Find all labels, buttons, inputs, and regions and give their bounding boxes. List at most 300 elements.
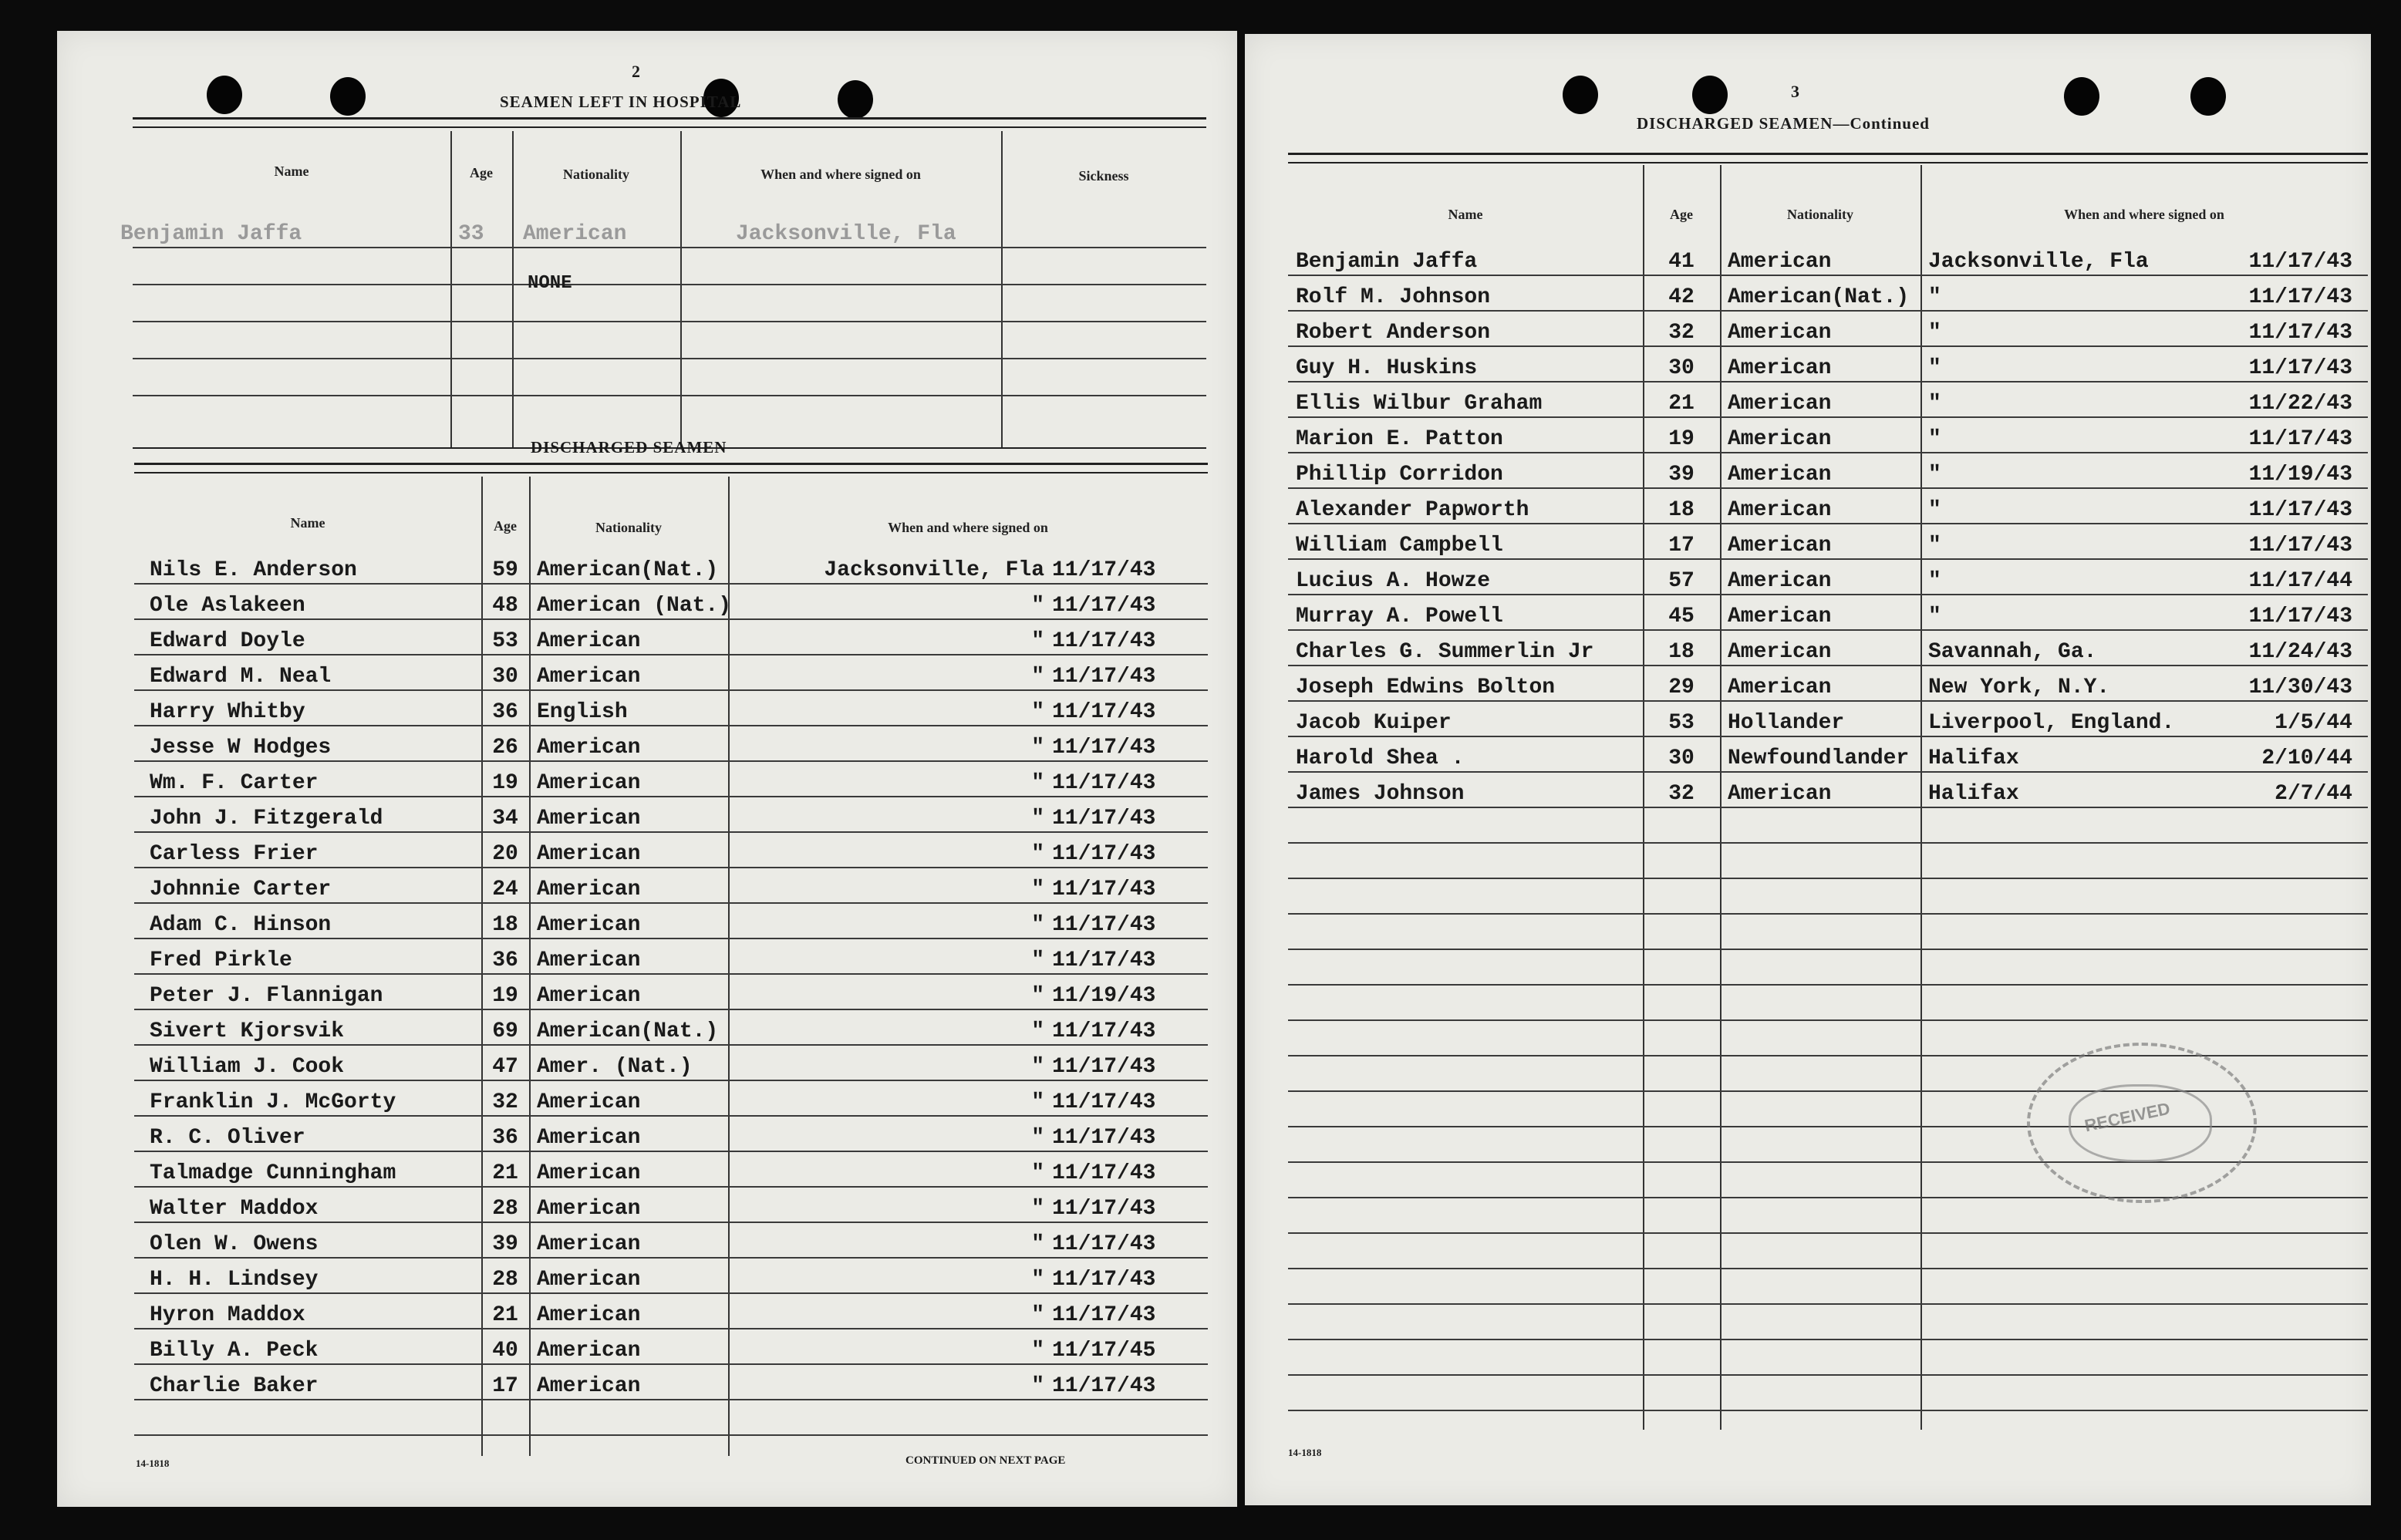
- signed-on-date: 11/17/43: [1052, 594, 1156, 618]
- seaman-age: 28: [492, 1197, 518, 1221]
- seaman-nationality: American: [537, 1161, 641, 1185]
- seaman-age: 53: [492, 629, 518, 653]
- seaman-age: 57: [1668, 569, 1695, 593]
- signed-on-date: 11/17/43: [1052, 1374, 1156, 1398]
- signed-on-place: Liverpool, England.: [1928, 711, 2175, 735]
- seaman-nationality: American: [537, 771, 641, 795]
- punch-hole: [2190, 77, 2226, 116]
- seaman-nationality: American: [1728, 569, 1832, 593]
- seaman-age: 28: [492, 1268, 518, 1292]
- seaman-name: John J. Fitzgerald: [150, 807, 383, 831]
- form-code: 14-1818: [1288, 1447, 1322, 1458]
- table-row: [134, 1046, 1208, 1081]
- table-row: [1288, 773, 2368, 808]
- signed-on-date: 11/17/43: [2248, 427, 2352, 451]
- signed-on-date: 11/17/43: [1052, 558, 1156, 582]
- seaman-name: Harold Shea .: [1296, 746, 1465, 770]
- seaman-name: Sivert Kjorsvik: [150, 1019, 345, 1043]
- seaman-age: 47: [492, 1055, 518, 1079]
- right-page: [1245, 34, 2371, 1505]
- blank-row: [1288, 986, 2368, 1021]
- hospital-age: 33: [458, 222, 484, 246]
- title-rule: [134, 463, 1208, 465]
- table-row: [134, 797, 1208, 833]
- seaman-age: 29: [1668, 676, 1695, 699]
- seaman-name: Billy A. Peck: [150, 1339, 319, 1363]
- punch-hole: [2064, 77, 2099, 116]
- hospital-table: [120, 131, 1206, 447]
- signed-on-date: 11/17/43: [1052, 1019, 1156, 1043]
- blank-row: [1288, 1269, 2368, 1305]
- seaman-age: 21: [1668, 392, 1695, 416]
- seaman-age: 36: [492, 1126, 518, 1150]
- signed-on-date: 11/17/43: [1052, 1268, 1156, 1292]
- signed-on-place: Halifax: [1928, 782, 2019, 806]
- seaman-name: Phillip Corridon: [1296, 463, 1503, 487]
- seaman-age: 18: [492, 913, 518, 937]
- seaman-nationality: American: [537, 1232, 641, 1256]
- seaman-name: William Campbell: [1296, 534, 1503, 558]
- seaman-name: Jesse W Hodges: [150, 736, 332, 760]
- col-header-age: Age: [1670, 207, 1693, 222]
- signed-on-date: 11/17/43: [1052, 949, 1156, 972]
- punch-hole: [838, 80, 873, 119]
- signed-on-date: 1/5/44: [2275, 711, 2352, 735]
- table-row: [1288, 453, 2368, 489]
- table-row: [134, 1081, 1208, 1117]
- received-stamp: [2027, 1043, 2257, 1203]
- table-row: [1288, 560, 2368, 595]
- signed-on-date: 11/17/43: [1052, 1197, 1156, 1221]
- signed-on-place: ": [1928, 605, 1941, 628]
- signed-on-date: 11/30/43: [2248, 676, 2352, 699]
- signed-on-date: 11/17/43: [2248, 498, 2352, 522]
- signed-on-place: ": [1031, 665, 1044, 689]
- blank-row: [1288, 1305, 2368, 1340]
- hospital-name: Benjamin Jaffa: [120, 222, 302, 246]
- seaman-name: Guy H. Huskins: [1296, 356, 1478, 380]
- stamp-text: RECEIVED: [2082, 1098, 2172, 1136]
- seaman-name: Walter Maddox: [150, 1197, 319, 1221]
- table-row: [134, 1294, 1208, 1329]
- seaman-nationality: American: [537, 1090, 641, 1114]
- seaman-age: 17: [1668, 534, 1695, 558]
- seaman-age: 24: [492, 878, 518, 901]
- table-row: [134, 975, 1208, 1010]
- hospital-signed-on: Jacksonville, Fla: [736, 222, 956, 246]
- signed-on-date: 11/17/43: [1052, 878, 1156, 901]
- table-row: [1288, 737, 2368, 773]
- seaman-nationality: Newfoundlander: [1728, 746, 1910, 770]
- table-row: [1288, 382, 2368, 418]
- table-row: [134, 585, 1208, 620]
- seaman-nationality: American: [1728, 250, 1832, 274]
- discharged-continued-table: [1288, 165, 2368, 1430]
- seaman-nationality: American: [537, 1126, 641, 1150]
- signed-on-date: 11/17/44: [2248, 569, 2352, 593]
- signed-on-place: ": [1031, 1197, 1044, 1221]
- seaman-age: 32: [492, 1090, 518, 1114]
- seaman-age: 39: [1668, 463, 1695, 487]
- blank-row: [1288, 1234, 2368, 1269]
- seaman-name: Harry Whitby: [150, 700, 305, 724]
- seaman-nationality: American: [1728, 498, 1832, 522]
- seaman-name: Olen W. Owens: [150, 1232, 319, 1256]
- seaman-name: Johnnie Carter: [150, 878, 332, 901]
- seaman-age: 41: [1668, 250, 1695, 274]
- seaman-name: Edward Doyle: [150, 629, 305, 653]
- seaman-age: 34: [492, 807, 518, 831]
- seaman-age: 18: [1668, 640, 1695, 664]
- signed-on-place: Jacksonville, Fla: [824, 558, 1044, 582]
- blank-row: [134, 1400, 1208, 1436]
- signed-on-place: ": [1031, 594, 1044, 618]
- signed-on-place: Savannah, Ga.: [1928, 640, 2097, 664]
- table-row: [1288, 595, 2368, 631]
- signed-on-place: ": [1928, 569, 1941, 593]
- seaman-age: 32: [1668, 321, 1695, 345]
- seaman-name: Franklin J. McGorty: [150, 1090, 396, 1114]
- seaman-nationality: American: [537, 949, 641, 972]
- blank-row: [1288, 915, 2368, 950]
- seaman-nationality: American: [537, 878, 641, 901]
- seaman-nationality: American: [537, 913, 641, 937]
- title-rule: [133, 117, 1206, 120]
- seaman-nationality: Amer. (Nat.): [537, 1055, 693, 1079]
- col-header-signed-on: When and where signed on: [888, 520, 1048, 535]
- title-rule: [1288, 162, 2368, 163]
- seaman-name: Nils E. Anderson: [150, 558, 357, 582]
- seaman-nationality: American: [537, 1197, 641, 1221]
- col-header-nationality: Nationality: [1786, 207, 1853, 222]
- seaman-nationality: American: [537, 1374, 641, 1398]
- seaman-name: Wm. F. Carter: [150, 771, 319, 795]
- seaman-age: 39: [492, 1232, 518, 1256]
- seaman-nationality: American: [537, 807, 641, 831]
- seaman-name: Talmadge Cunningham: [150, 1161, 396, 1185]
- seaman-nationality: American: [1728, 534, 1832, 558]
- seaman-name: H. H. Lindsey: [150, 1268, 319, 1292]
- col-header-signed-on: When and where signed on: [760, 167, 921, 182]
- signed-on-place: ": [1031, 984, 1044, 1008]
- seaman-nationality: American: [1728, 392, 1832, 416]
- signed-on-place: Jacksonville, Fla: [1928, 250, 2149, 274]
- blank-row: [1288, 1021, 2368, 1056]
- signed-on-place: Halifax: [1928, 746, 2019, 770]
- seaman-name: Peter J. Flannigan: [150, 984, 383, 1008]
- seaman-age: 30: [1668, 746, 1695, 770]
- discharged-continued-title: DISCHARGED SEAMEN—Continued: [1637, 114, 1930, 133]
- blank-row: [1288, 1198, 2368, 1234]
- signed-on-place: ": [1031, 1268, 1044, 1292]
- blank-row: [1288, 844, 2368, 879]
- seaman-nationality: American: [537, 1303, 641, 1327]
- seaman-nationality: American: [537, 1339, 641, 1363]
- seaman-nationality: American: [537, 736, 641, 760]
- signed-on-place: ": [1031, 842, 1044, 866]
- seaman-nationality: American (Nat.): [537, 594, 732, 618]
- seaman-age: 53: [1668, 711, 1695, 735]
- hospital-nationality: American: [523, 222, 627, 246]
- signed-on-date: 11/17/43: [1052, 1055, 1156, 1079]
- punch-hole: [207, 76, 242, 114]
- seaman-age: 30: [1668, 356, 1695, 380]
- seaman-nationality: American: [1728, 321, 1832, 345]
- seaman-age: 20: [492, 842, 518, 866]
- blank-row: [1288, 808, 2368, 844]
- table-row: [1288, 312, 2368, 347]
- table-row: [134, 726, 1208, 762]
- seaman-age: 40: [492, 1339, 518, 1363]
- seaman-name: Lucius A. Howze: [1296, 569, 1491, 593]
- seaman-age: 17: [492, 1374, 518, 1398]
- table-row: [134, 1365, 1208, 1400]
- table-row: [134, 1010, 1208, 1046]
- signed-on-date: 11/17/43: [1052, 629, 1156, 653]
- seaman-nationality: American(Nat.): [537, 558, 719, 582]
- col-header-signed-on: When and where signed on: [2064, 207, 2224, 222]
- blank-row: [1288, 1376, 2368, 1411]
- seaman-age: 21: [492, 1161, 518, 1185]
- seaman-name: Alexander Papworth: [1296, 498, 1529, 522]
- col-header-age: Age: [494, 518, 517, 534]
- seaman-age: 26: [492, 736, 518, 760]
- signed-on-place: ": [1928, 498, 1941, 522]
- col-header-nationality: Nationality: [595, 520, 662, 535]
- signed-on-date: 11/17/43: [1052, 700, 1156, 724]
- none-note: NONE: [528, 273, 572, 294]
- signed-on-date: 11/17/43: [1052, 771, 1156, 795]
- signed-on-place: ": [1031, 1019, 1044, 1043]
- signed-on-place: ": [1031, 1232, 1044, 1256]
- seaman-name: R. C. Oliver: [150, 1126, 305, 1150]
- signed-on-date: 11/19/43: [2248, 463, 2352, 487]
- table-row: [134, 1117, 1208, 1152]
- table-row: [134, 833, 1208, 868]
- hospital-row: [133, 322, 1206, 359]
- signed-on-date: 11/17/43: [1052, 1161, 1156, 1185]
- table-row: [134, 655, 1208, 691]
- col-header-name: Name: [290, 515, 325, 531]
- seaman-name: James Johnson: [1296, 782, 1465, 806]
- seaman-nationality: American: [537, 629, 641, 653]
- signed-on-date: 11/17/43: [2248, 605, 2352, 628]
- signed-on-date: 11/17/43: [1052, 913, 1156, 937]
- seaman-name: Jacob Kuiper: [1296, 711, 1452, 735]
- punch-hole: [330, 77, 366, 116]
- seaman-nationality: American: [1728, 676, 1832, 699]
- seaman-age: 69: [492, 1019, 518, 1043]
- table-row: [134, 939, 1208, 975]
- title-rule: [1288, 153, 2368, 155]
- signed-on-place: ": [1031, 1374, 1044, 1398]
- signed-on-date: 11/17/43: [1052, 1232, 1156, 1256]
- signed-on-place: ": [1031, 1055, 1044, 1079]
- seaman-age: 30: [492, 665, 518, 689]
- col-header-name: Name: [1448, 207, 1483, 222]
- seaman-name: Marion E. Patton: [1296, 427, 1503, 451]
- signed-on-place: ": [1031, 736, 1044, 760]
- signed-on-place: ": [1928, 463, 1941, 487]
- discharged-table: [134, 477, 1208, 1456]
- continued-note: CONTINUED ON NEXT PAGE: [905, 1454, 1066, 1467]
- table-row: [134, 691, 1208, 726]
- table-row: [1288, 241, 2368, 276]
- table-row: [1288, 631, 2368, 666]
- signed-on-place: New York, N.Y.: [1928, 676, 2110, 699]
- seaman-name: Charles G. Summerlin Jr: [1296, 640, 1594, 664]
- table-row: [1288, 524, 2368, 560]
- seaman-nationality: American: [1728, 782, 1832, 806]
- blank-row: [1288, 950, 2368, 986]
- seaman-nationality: American: [537, 1268, 641, 1292]
- table-row: [1288, 276, 2368, 312]
- seaman-name: Robert Anderson: [1296, 321, 1491, 345]
- signed-on-place: ": [1928, 285, 1941, 309]
- signed-on-place: ": [1031, 771, 1044, 795]
- punch-hole: [1692, 76, 1728, 114]
- signed-on-place: ": [1031, 629, 1044, 653]
- signed-on-date: 11/17/43: [2248, 285, 2352, 309]
- table-row: [134, 1188, 1208, 1223]
- seaman-name: William J. Cook: [150, 1055, 345, 1079]
- table-row: [134, 1259, 1208, 1294]
- signed-on-place: ": [1031, 949, 1044, 972]
- signed-on-place: ": [1031, 878, 1044, 901]
- seaman-name: Edward M. Neal: [150, 665, 332, 689]
- table-row: [1288, 702, 2368, 737]
- seaman-name: Benjamin Jaffa: [1296, 250, 1478, 274]
- table-row: [134, 1223, 1208, 1259]
- form-code: 14-1818: [136, 1457, 170, 1469]
- signed-on-place: ": [1928, 356, 1941, 380]
- signed-on-date: 11/17/43: [1052, 1090, 1156, 1114]
- seaman-age: 21: [492, 1303, 518, 1327]
- signed-on-date: 11/17/43: [1052, 665, 1156, 689]
- signed-on-date: 11/17/43: [1052, 1126, 1156, 1150]
- signed-on-place: ": [1031, 1161, 1044, 1185]
- table-row: [134, 904, 1208, 939]
- table-row: [1288, 489, 2368, 524]
- signed-on-place: ": [1928, 427, 1941, 451]
- table-row: [1288, 666, 2368, 702]
- hospital-row: [120, 211, 1206, 248]
- seaman-nationality: American: [537, 984, 641, 1008]
- page-number: 2: [632, 62, 640, 81]
- signed-on-date: 11/17/43: [2248, 250, 2352, 274]
- seaman-nationality: American(Nat.): [537, 1019, 719, 1043]
- seaman-age: 36: [492, 949, 518, 972]
- seaman-age: 48: [492, 594, 518, 618]
- title-rule: [134, 472, 1208, 473]
- seaman-age: 19: [492, 771, 518, 795]
- seaman-age: 19: [492, 984, 518, 1008]
- seaman-nationality: American: [1728, 463, 1832, 487]
- seaman-nationality: American: [537, 842, 641, 866]
- table-row: [1288, 347, 2368, 382]
- seaman-name: Charlie Baker: [150, 1374, 319, 1398]
- signed-on-place: ": [1031, 1090, 1044, 1114]
- table-row: [134, 762, 1208, 797]
- seaman-age: 59: [492, 558, 518, 582]
- seaman-age: 45: [1668, 605, 1695, 628]
- signed-on-date: 2/10/44: [2261, 746, 2352, 770]
- table-row: [134, 549, 1208, 585]
- seaman-nationality: American(Nat.): [1728, 285, 1910, 309]
- signed-on-date: 11/17/43: [1052, 842, 1156, 866]
- table-row: [134, 1152, 1208, 1188]
- col-header-name: Name: [274, 163, 309, 179]
- seaman-name: Rolf M. Johnson: [1296, 285, 1491, 309]
- seaman-nationality: Hollander: [1728, 711, 1845, 735]
- left-page: [57, 31, 1237, 1507]
- signed-on-date: 11/17/43: [1052, 1303, 1156, 1327]
- seaman-name: Adam C. Hinson: [150, 913, 332, 937]
- blank-row: [1288, 879, 2368, 915]
- signed-on-place: ": [1031, 700, 1044, 724]
- punch-hole: [1563, 76, 1598, 114]
- seaman-nationality: American: [1728, 605, 1832, 628]
- hospital-section-title: SEAMEN LEFT IN HOSPITAL: [500, 93, 742, 111]
- seaman-name: Hyron Maddox: [150, 1303, 305, 1327]
- seaman-nationality: English: [537, 700, 628, 724]
- seaman-name: Carless Frier: [150, 842, 319, 866]
- seaman-name: Ellis Wilbur Graham: [1296, 392, 1543, 416]
- signed-on-date: 11/17/43: [1052, 807, 1156, 831]
- blank-row: [1288, 1340, 2368, 1376]
- seaman-age: 36: [492, 700, 518, 724]
- hospital-row: [133, 285, 1206, 322]
- hospital-row: [133, 248, 1206, 294]
- signed-on-place: ": [1031, 1126, 1044, 1150]
- seaman-nationality: American: [537, 665, 641, 689]
- signed-on-place: ": [1031, 807, 1044, 831]
- seaman-name: Fred Pirkle: [150, 949, 292, 972]
- hospital-row: [133, 359, 1206, 396]
- table-row: [134, 1329, 1208, 1365]
- signed-on-place: ": [1928, 321, 1941, 345]
- seaman-name: Murray A. Powell: [1296, 605, 1503, 628]
- signed-on-date: 11/17/43: [2248, 534, 2352, 558]
- seaman-age: 18: [1668, 498, 1695, 522]
- table-row: [134, 620, 1208, 655]
- seaman-age: 19: [1668, 427, 1695, 451]
- col-header-sickness: Sickness: [1078, 168, 1129, 184]
- signed-on-date: 11/17/45: [1052, 1339, 1156, 1363]
- discharged-section-title: DISCHARGED SEAMEN: [531, 438, 727, 457]
- seaman-name: Ole Aslakeen: [150, 594, 305, 618]
- table-row: [134, 868, 1208, 904]
- col-header-nationality: Nationality: [562, 167, 629, 182]
- seaman-nationality: American: [1728, 640, 1832, 664]
- signed-on-place: ": [1031, 913, 1044, 937]
- seaman-name: Joseph Edwins Bolton: [1296, 676, 1556, 699]
- page-number: 3: [1791, 82, 1799, 101]
- seaman-nationality: American: [1728, 356, 1832, 380]
- signed-on-place: ": [1031, 1303, 1044, 1327]
- signed-on-place: ": [1928, 534, 1941, 558]
- seaman-age: 42: [1668, 285, 1695, 309]
- seaman-nationality: American: [1728, 427, 1832, 451]
- col-header-age: Age: [470, 165, 493, 180]
- signed-on-date: 11/22/43: [2248, 392, 2352, 416]
- signed-on-date: 2/7/44: [2275, 782, 2352, 806]
- seaman-age: 32: [1668, 782, 1695, 806]
- signed-on-place: ": [1928, 392, 1941, 416]
- signed-on-date: 11/24/43: [2248, 640, 2352, 664]
- signed-on-date: 11/17/43: [2248, 356, 2352, 380]
- title-rule: [133, 126, 1206, 128]
